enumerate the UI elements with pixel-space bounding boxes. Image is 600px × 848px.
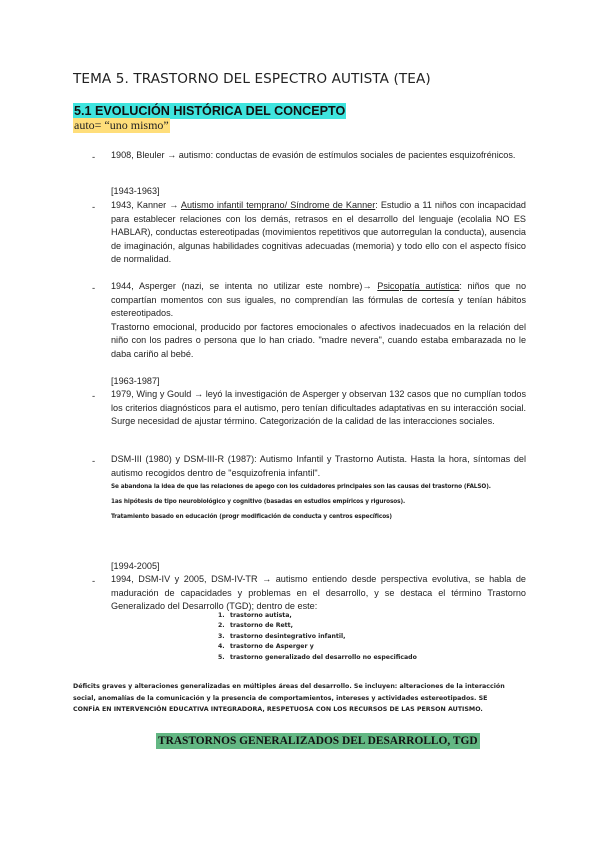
paragraph-kanner: [111, 199, 526, 267]
period-1994-2005: [1994-2005]: [111, 561, 160, 571]
paragraph-asperger: [111, 280, 526, 362]
paragraph-bleuler: 1908, Bleuler → autismo: conductas de evasión de estímulos sociales de pacientes esquizofrénicos.: [111, 150, 516, 160]
paragraph-wing-gould: 1979, Wing y Gould → leyó la investigación de Asperger y observan 132 casos que no cumplían todos los criterios diagnósticos para el autismo, pero tenían dificultades adaptativas en su interacción social. Surge necesidad de ajustar término. Categorización de la calidad de las interacciones sociales.: [111, 389, 526, 427]
bullet-bleuler: -: [92, 152, 96, 163]
period-1943-1963: [1943-1963]: [111, 186, 160, 196]
page-title: TEMA 5. TRASTORNO DEL ESPECTRO AUTISTA (TEA): [73, 71, 431, 87]
list-item: 1. trastorno autista,: [218, 612, 292, 619]
summary-paragraph: Déficits graves y alteraciones generalizadas en múltiples áreas del desarrollo. Se incluyen: alteraciones de la interacción social, anomalías de la comunicación y la presencia de comportamientos, intereses y actividades estereotipados. SE CONFÍA EN INTERVENCIÓN EDUCATIVA INTEGRADORA, RESPETUOSA CON LOS RECURSOS DE LAS PERSON AUTISMO.: [73, 683, 505, 714]
period-1963-1987: [1963-1987]: [111, 376, 160, 386]
tgd-list: [218, 611, 417, 663]
asperger-prefix: 1944, Asperger (nazi, se intenta no utilizar este nombre)→: [111, 281, 378, 291]
paragraph-dsm4: 1994, DSM-IV y 2005, DSM-IV-TR → autismo entiendo desde perspectiva evolutiva, se habla de maduración de capacidades y problemas en el desarrollo, y se destaca el término Trastorno Generalizado del Desarrollo (TGD); dentro de este:: [111, 574, 526, 612]
paragraph-dsm3: DSM-III (1980) y DSM-III-R (1987): Autismo Infantil y Trastorno Autista. Hasta la hora, síntomas del autismo recogidos dentro de "esquizofrenia infantil".: [111, 454, 526, 478]
section-heading: 5.1 EVOLUCIÓN HISTÓRICA DEL CONCEPTO: [74, 104, 346, 118]
asperger-term: Psicopatía autística: [377, 281, 460, 291]
kanner-prefix: 1943, Kanner →: [111, 200, 181, 210]
bullet-dsm3: -: [92, 456, 96, 467]
bullet-asperger: -: [92, 283, 96, 294]
kanner-rest: : Estudio a 11 niños con incapacidad para establecer relaciones con los demás, retrasos en el desarrollo del lenguaje (ecolalia NO ES HABLAR), conductas estereotipadas (movimientos repetitivos que autorregulan la conducta), ausencia de imaginación, algunas habilidades cognitivas adecuadas (memoria) y todo ello con el aspecto físico de normalidad.: [111, 200, 526, 265]
list-item: 4. trastorno de Asperger y: [218, 643, 314, 651]
dsm3-notes: [111, 481, 531, 522]
subtitle-highlight: auto= “uno mismo”: [74, 118, 169, 132]
dsm3-note: 1as hipótesis de tipo neurobiológico y cognitivo (basadas en estudios empíricos y rigurosos).: [111, 497, 406, 505]
bullet-kanner: -: [92, 202, 96, 213]
bullet-wing: -: [92, 391, 96, 402]
bullet-dsm4: -: [92, 576, 96, 587]
kanner-term: Autismo infantil temprano/ Síndrome de Kanner: [180, 200, 376, 210]
list-item: 2. trastorno de Rett,: [218, 622, 293, 630]
dsm3-note: Tratamiento basado en educación (progr modificación de conducta y centros específicos): [111, 512, 392, 520]
dsm3-note: Se abandona la idea de que las relaciones de apego con los cuidadores principales son las causas del trastorno (FALSO).: [111, 482, 491, 490]
asperger-rest: : niños que no compartían momentos con sus iguales, no comprendían las fórmulas de cortesía y tenían hábitos estereotipados.: [111, 281, 527, 319]
asperger-second: Trastorno emocional, producido por factores emocionales o afectivos inadecuados en la relación del niño con los padres o persona que lo han criado. "madre nevera", cuando estaba embarazada no le daba cariño al bebé.: [111, 321, 526, 359]
list-item: 5. trastorno generalizado del desarrollo no especificado: [218, 653, 417, 661]
list-item: 3. trastorno desintegrativo infantil,: [218, 632, 346, 640]
tgd-heading: TRASTORNOS GENERALIZADOS DEL DESARROLLO, TGD: [158, 735, 478, 747]
